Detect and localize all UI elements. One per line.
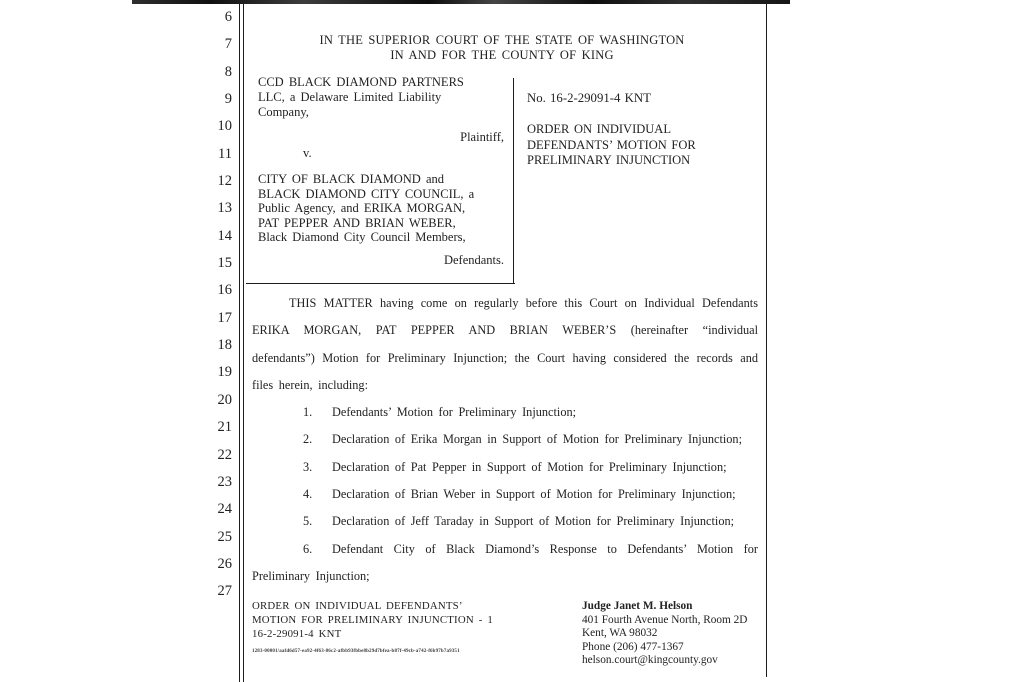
list-item-number: 6. <box>303 541 313 556</box>
line-number: 23 <box>217 473 232 490</box>
case-number: No. 16-2-29091-4 KNT <box>527 91 651 105</box>
list-item-text: Defendant City of Black Diamond’s Response to Defendants’ Motion for <box>332 541 758 556</box>
list-item-number: 2. <box>303 432 313 447</box>
document-title-line: PRELIMINARY INJUNCTION <box>527 153 691 168</box>
line-number: 6 <box>224 9 232 25</box>
footer-title-line: 16-2-29091-4 KNT <box>252 627 342 640</box>
list-item-continuation <box>252 563 758 590</box>
judge-address-line2: Kent, WA 98032 <box>582 627 658 639</box>
defendant-name-line: BLACK DIAMOND CITY COUNCIL, a <box>258 186 475 201</box>
list-item <box>252 508 758 535</box>
line-number: 13 <box>217 200 232 217</box>
line-number: 8 <box>224 63 232 80</box>
court-header <box>246 33 758 63</box>
line-number: 25 <box>217 528 232 545</box>
plaintiff-name-line: CCD BLACK DIAMOND PARTNERS <box>258 75 464 89</box>
line-number: 17 <box>217 309 232 326</box>
defendant-name-line: CITY OF BLACK DIAMOND and <box>258 172 445 186</box>
caption-bottom-rule <box>246 283 515 284</box>
line-number: 27 <box>217 583 232 600</box>
line-number: 21 <box>217 419 232 436</box>
list-item-text: Declaration of Erika Morgan in Support of Motion for Preliminary Injunction; <box>332 432 742 447</box>
footer-title-line: MOTION FOR PRELIMINARY INJUNCTION - 1 <box>252 613 494 626</box>
list-item <box>252 399 758 426</box>
list-item-text: Declaration of Pat Pepper in Support of Motion for Preliminary Injunction; <box>332 459 727 474</box>
list-items-1-5 <box>252 399 758 536</box>
footer-title-lines <box>252 600 552 642</box>
list-item <box>252 454 758 481</box>
document-title-line: ORDER ON INDIVIDUAL <box>527 122 671 136</box>
document-title <box>527 122 757 169</box>
line-number: 9 <box>224 91 232 108</box>
defendant-name-line: Public Agency, and ERIKA MORGAN, <box>258 201 466 216</box>
list-item <box>252 481 758 508</box>
judge-email: helson.court@kingcounty.gov <box>582 654 718 666</box>
body-paragraph-line: defendants”) Motion for Preliminary Injunction; the Court having considered the records and <box>252 350 758 365</box>
list-item <box>252 536 758 563</box>
line-number: 20 <box>217 391 232 408</box>
line-number-column <box>0 4 232 606</box>
line-number: 24 <box>217 501 232 518</box>
line-number: 11 <box>218 145 232 162</box>
footer-document-title-block <box>252 600 552 659</box>
line-number: 16 <box>217 282 232 299</box>
line-number: 7 <box>224 36 232 53</box>
line-number: 19 <box>217 364 232 381</box>
line-number: 26 <box>217 555 232 572</box>
judge-name: Judge Janet M. Helson <box>582 600 693 612</box>
body-paragraph-line: THIS MATTER having come on regularly before this Court on Individual Defendants <box>289 296 758 310</box>
judge-address-line1: 401 Fourth Avenue North, Room 2D <box>582 613 748 626</box>
list-item-number: 1. <box>303 405 313 419</box>
court-header-line2: IN AND FOR THE COUNTY OF KING <box>390 47 614 62</box>
list-item-number: 4. <box>303 487 313 502</box>
considered-documents-list <box>252 399 758 590</box>
body-paragraph-line: files herein, including: <box>252 378 368 393</box>
line-number: 18 <box>217 337 232 354</box>
plaintiff-name-line: Company, <box>258 104 309 119</box>
document-id: 1283-00001/aafd6d57-ea92-4f63-86c2-afbb93fbbe8b29d7bfea-b87f-49cb-a742-f6b97b7a9351 <box>252 648 460 654</box>
court-header-line1: IN THE SUPERIOR COURT OF THE STATE OF WASHINGTON <box>319 33 685 47</box>
list-item-text: Defendants’ Motion for Preliminary Injunction; <box>332 405 577 419</box>
list-item-text: Declaration of Jeff Taraday in Support of Motion for Preliminary Injunction; <box>332 514 735 529</box>
footer-title-line: ORDER ON INDIVIDUAL DEFENDANTS’ <box>252 600 463 612</box>
line-number: 22 <box>217 446 232 463</box>
defendant-name-line: PAT PEPPER AND BRIAN WEBER, <box>258 215 456 230</box>
line-number: 14 <box>217 227 232 244</box>
list-item-text: Declaration of Brian Weber in Support of Motion for Preliminary Injunction; <box>332 487 736 502</box>
caption-divider-rule <box>513 78 514 284</box>
defendant-name-line: Black Diamond City Council Members, <box>258 230 466 245</box>
order-body-paragraph <box>252 290 758 399</box>
plaintiff-name-line: LLC, a Delaware Limited Liability <box>258 89 442 104</box>
defendants-label: Defendants. <box>443 253 504 267</box>
line-number: 12 <box>217 173 232 190</box>
plaintiff-name-block <box>258 75 510 120</box>
list-item-number: 5. <box>303 514 313 529</box>
document-title-line: DEFENDANTS’ MOTION FOR <box>527 137 696 152</box>
judge-contact-block <box>582 600 772 668</box>
versus-label: v. <box>303 146 312 160</box>
line-number: 15 <box>217 255 232 272</box>
plaintiff-label: Plaintiff, <box>460 130 504 144</box>
pleading-right-rule <box>766 0 767 677</box>
body-paragraph-line: ERIKA MORGAN, PAT PEPPER AND BRIAN WEBER’S (hereinafter “individual <box>252 323 758 338</box>
judge-phone: Phone (206) 477-1367 <box>582 640 684 653</box>
line-number: 10 <box>217 118 232 135</box>
pleading-left-double-rule <box>239 4 244 682</box>
defendant-names-block <box>258 172 514 245</box>
list-item-number: 3. <box>303 459 313 474</box>
list-item-continuation-text: Preliminary Injunction; <box>252 569 370 584</box>
list-item <box>252 426 758 453</box>
